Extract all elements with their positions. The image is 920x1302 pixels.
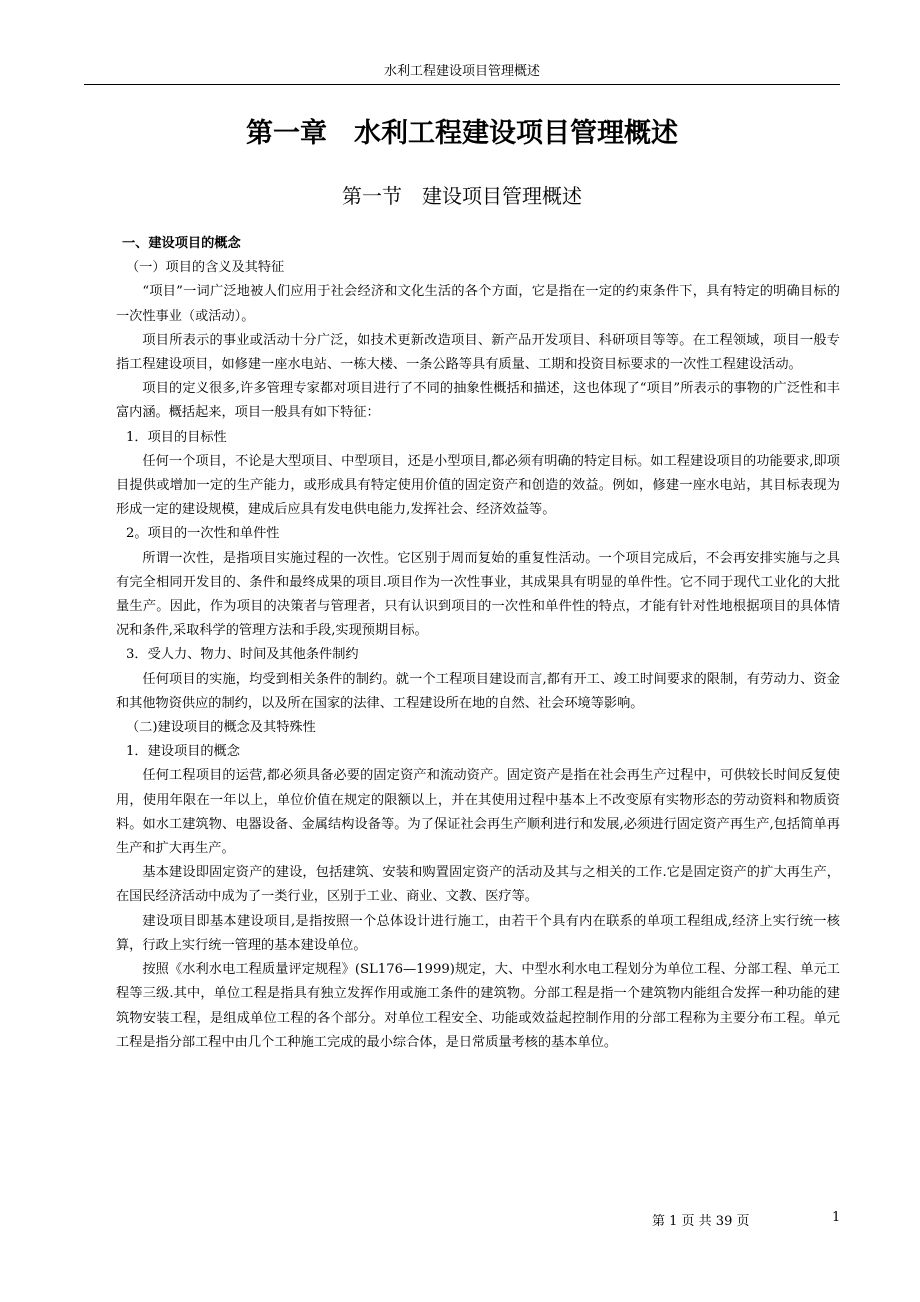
paragraph: 所谓一次性，是指项目实施过程的一次性。它区别于周而复始的重复性活动。一个项目完成后，不会再安排实施与之具有完全相同开发目的、条件和最终成果的项目.项目作为一次性事业，其成果具有明显的单件性。它不同于现代工业化的大批量生产。因此，作为项目的决策者与管理者，只有认识到项目的一次性和单件性的特点，才能有针对性地根据项目的具体情况和条件,采取科学的管理方法和手段,实现预期目标。 bbox=[116, 550, 840, 639]
heading-level-3: 3．受人力、物力、时间及其他条件制约 bbox=[126, 647, 359, 663]
paragraph: “项目”一词广泛地被人们应用于社会经济和文化生活的各个方面，它是指在一定的约束条件下，具有特定的明确目标的一次性事业（或活动）。 bbox=[116, 284, 840, 324]
heading-level-1: 一、建设项目的概念 bbox=[122, 236, 241, 251]
heading-level-2: （二)建设项目的概念及其特殊性 bbox=[126, 720, 316, 736]
page-count: 第 1 页 共 39 页 bbox=[652, 1214, 750, 1229]
section-title: 第一节 建设项目管理概述 bbox=[342, 184, 582, 208]
chapter-title: 第一章 水利工程建设项目管理概述 bbox=[246, 118, 678, 149]
paragraph: 项目的定义很多,许多管理专家都对项目进行了不同的抽象性概括和描述，这也体现了“项目”所表示的事物的广泛性和丰富内涵。概括起来，项目一般具有如下特征： bbox=[116, 381, 840, 421]
paragraph: 任何项目的实施，均受到相关条件的制约。就一个工程项目建设而言,都有开工、竣工时间要求的限制，有劳动力、资金和其他物资供应的制约，以及所在国家的法律、工程建设所在地的自然、社会环境等影响。 bbox=[116, 671, 840, 711]
heading-level-3: 1．建设项目的概念 bbox=[126, 744, 240, 760]
heading-level-2: （一）项目的含义及其特征 bbox=[126, 260, 285, 276]
paragraph: 任何一个项目，不论是大型项目、中型项目，还是小型项目,都必须有明确的特定目标。如工程建设项目的功能要求,即项目提供或增加一定的生产能力，或形成具有特定使用价值的固定资产和创造的效益。例如，修建一座水电站，其目标表现为形成一定的建设规模，建成后应具有发电供电能力,发挥社会、经济效益等。 bbox=[116, 453, 840, 518]
page-number: 1 bbox=[832, 1210, 841, 1225]
paragraph: 项目所表示的事业或活动十分广泛，如技术更新改造项目、新产品开发项目、科研项目等等。在工程领域，项目一般专指工程建设项目，如修建一座水电站、一栋大楼、一条公路等具有质量、工期和投资目标要求的一次性工程建设活动。 bbox=[116, 332, 840, 373]
paragraph: 任何工程项目的运营,都必须具备必要的固定资产和流动资产。固定资产是指在社会再生产过程中，可供较长时间反复使用，使用年限在一年以上，单位价值在规定的限额以上，并在其使用过程中基本上不改变原有实物形态的劳动资料和物质资料。如水工建筑物、电器设备、金属结构设备等。为了保证社会再生产顺利进行和发展,必须进行固定资产再生产,包括简单再生产和扩大再生产。 bbox=[116, 768, 840, 857]
running-header: 水利工程建设项目管理概述 bbox=[383, 64, 540, 79]
heading-level-3: 1．项目的目标性 bbox=[126, 429, 227, 445]
header-rule bbox=[84, 84, 840, 85]
body-text bbox=[116, 232, 840, 1055]
heading-level-3: 2。项目的一次性和单件性 bbox=[126, 526, 280, 542]
paragraph: 按照《水利水电工程质量评定规程》(SL176—1999)规定，大、中型水利水电工程划分为单位工程、分部工程、单元工程等三级.其中，单位工程是指具有独立发挥作用或施工条件的建筑物。分部工程是指一个建筑物内能组合发挥一种功能的建筑物安装工程，是组成单位工程的各个部分。对单位工程安全、功能或效益起控制作用的分部工程称为主要分布工程。单元工程是指分部工程中由几个工种施工完成的最小综合体，是日常质量考核的基本单位。 bbox=[116, 962, 840, 1050]
paragraph: 建设项目即基本建设项目,是指按照一个总体设计进行施工，由若干个具有内在联系的单项工程组成,经济上实行统一核算，行政上实行统一管理的基本建设单位。 bbox=[116, 913, 840, 953]
paragraph: 基本建设即固定资产的建设，包括建筑、安装和购置固定资产的活动及其与之相关的工作.它是固定资产的扩大再生产，在国民经济活动中成为了一类行业，区别于工业、商业、文教、医疗等。 bbox=[116, 865, 840, 905]
